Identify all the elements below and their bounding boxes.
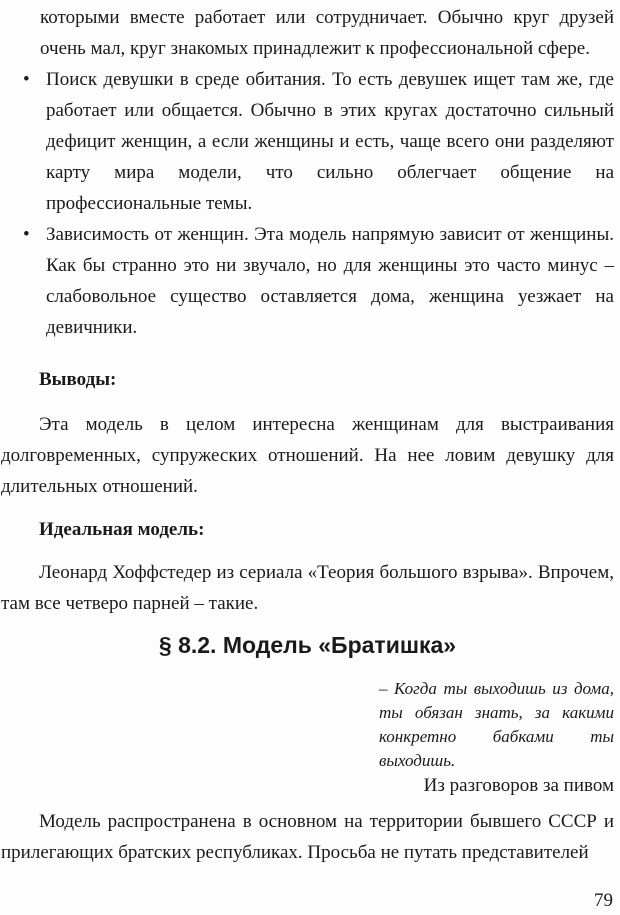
bullet-continuation-text: которыми вместе работает или сотрудничает. Обычно круг друзей очень мал, круг знакомых принадлежит к профессиональной сфере. xyxy=(40,7,614,59)
epigraph-text: – Когда ты выходишь из дома, ты обязан знать, за какими конкретно бабками ты выходишь. xyxy=(379,679,614,771)
bullet-icon: • xyxy=(23,224,30,245)
conclusions-paragraph: Эта модель в целом интересна женщинам для выстраивания долговременных, супружеских отношений. На нее ловим девушку для длительных отношений. xyxy=(1,414,614,497)
body-paragraph: Модель распространена в основном на территории бывшего СССР и прилегающих братских республиках. Просьба не путать представителей xyxy=(1,811,614,864)
bullet-list xyxy=(1,64,614,343)
bullet-item xyxy=(23,219,614,343)
page-number: 79 xyxy=(594,890,613,911)
ideal-model-paragraph: Леонард Хоффстедер из сериала «Теория большого взрыва». Впрочем, там все четверо парней – такие. xyxy=(1,562,614,614)
section-heading: § 8.2. Модель «Братишка» xyxy=(158,632,457,658)
epigraph xyxy=(379,677,614,773)
bullet-item xyxy=(23,64,614,219)
ideal-model-label: Идеальная модель: xyxy=(39,519,205,540)
bullet-icon: • xyxy=(23,69,30,90)
epigraph-source: Из разговоров за пивом xyxy=(423,775,614,797)
bullet-item-text: Поиск девушки в среде обитания. То есть девушек ищет там же, где работает или общается. Обычно в этих кругах достаточно сильный дефицит женщин, а если женщины и есть, чаще всего они разделяют карту мира модели, что сильно облегчает общение на профессиональные темы. xyxy=(46,69,614,214)
conclusions-label: Выводы: xyxy=(39,369,117,390)
bullet-item-text: Зависимость от женщин. Эта модель напрямую зависит от женщины. Как бы странно это ни звучало, но для женщины это часто минус – слабовольное существо оставляется дома, женщина уезжает на девичники. xyxy=(46,224,614,338)
